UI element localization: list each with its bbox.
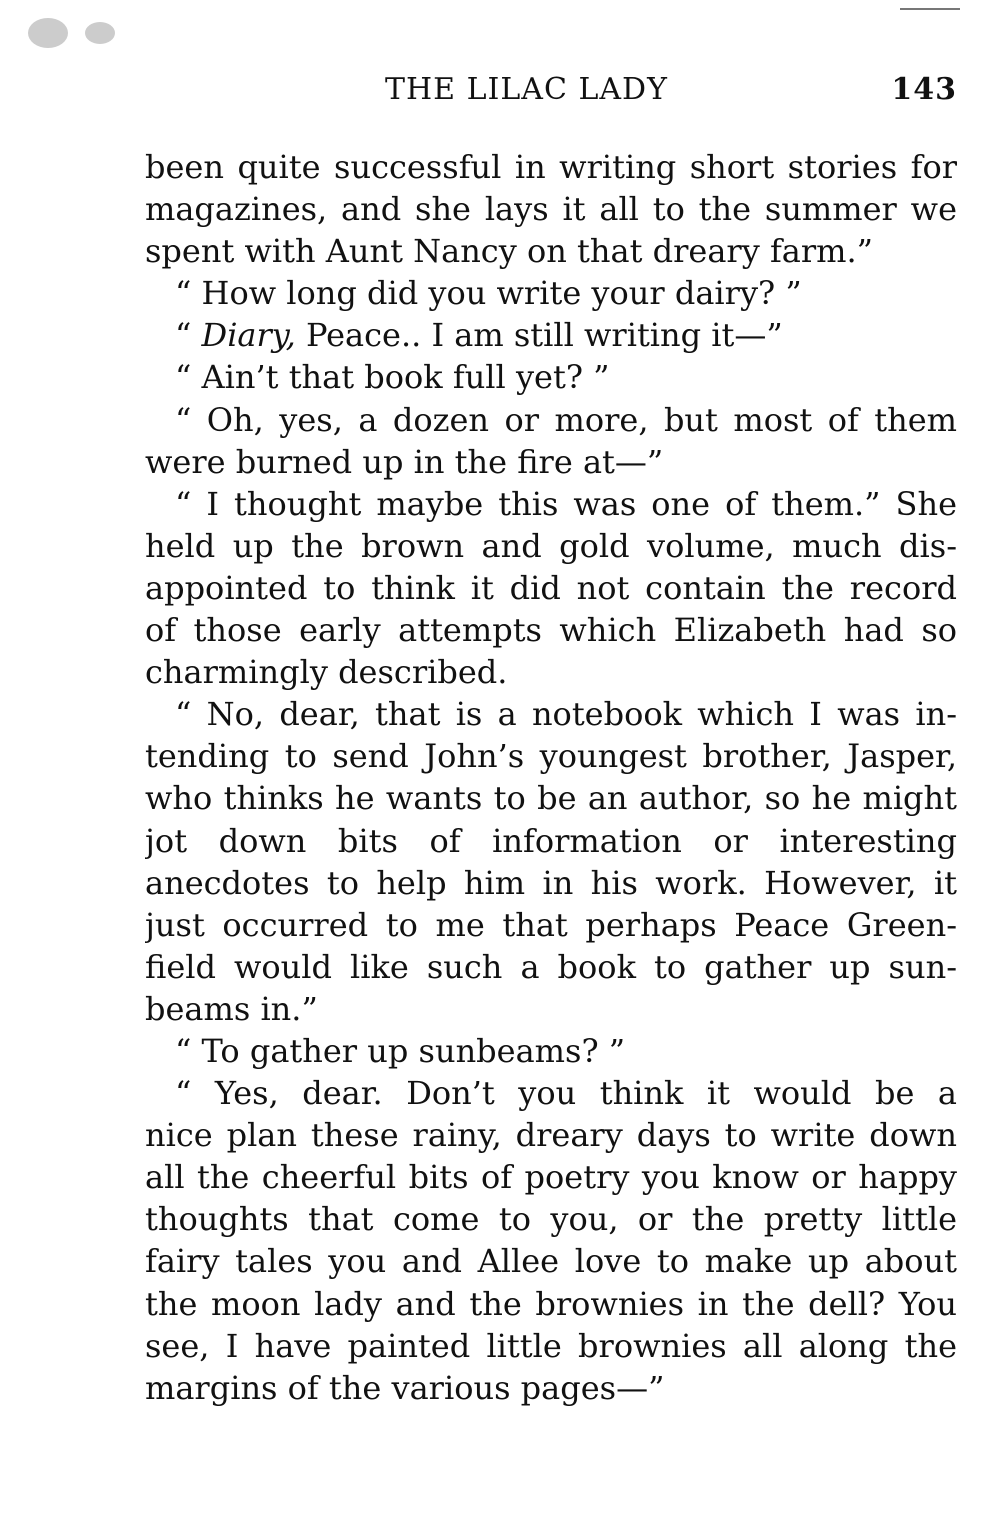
text-line: all the cheerful bits of poetry you know or happy: [145, 1158, 957, 1197]
text-line: nice plan these rainy, dreary days to write down: [145, 1116, 957, 1155]
scan-smudge: [85, 22, 115, 44]
text-line: tending to send John’s youngest brother, Jasper,: [145, 737, 957, 776]
running-title: THE LILAC LADY: [385, 72, 668, 107]
text-line: “ How long did you write your dairy? ”: [175, 274, 802, 313]
text-line: fairy tales you and Allee love to make up about: [145, 1242, 957, 1281]
text-line: anecdotes to help him in his work. However, it: [145, 863, 957, 902]
text-line: “ I thought maybe this was one of them.” She: [175, 484, 957, 523]
text-line: jot down bits of information or interesting: [145, 821, 957, 860]
text-line: “ Ain’t that book full yet? ”: [175, 358, 610, 397]
text-line: appointed to think it did not contain the record: [145, 568, 957, 607]
line-rest: Peace.. I am still writing it—”: [295, 316, 783, 355]
text-line: see, I have painted little brownies all along the: [145, 1326, 957, 1365]
italic-word: Diary,: [201, 316, 296, 355]
text-line: “ Yes, dear. Don’t you think it would be a: [175, 1074, 957, 1113]
text-line: charmingly described.: [145, 653, 508, 692]
text-line: “ No, dear, that is a notebook which I was in-: [175, 695, 957, 734]
text-line: beams in.”: [145, 989, 318, 1028]
text-line: [145, 314, 957, 356]
page-number: 143: [891, 72, 957, 107]
text-line: “ Oh, yes, a dozen or more, but most of them: [175, 400, 957, 439]
open-quote: “: [175, 316, 202, 355]
text-line: field would like such a book to gather up sun-: [145, 947, 957, 986]
scan-artifact: [900, 8, 960, 10]
body-text: [145, 146, 957, 1409]
scan-smudge: [28, 18, 68, 48]
text-line: who thinks he wants to be an author, so he might: [145, 779, 957, 818]
text-line: held up the brown and gold volume, much dis-: [145, 526, 957, 565]
text-line: been quite successful in writing short stories for: [145, 148, 957, 186]
text-line: magazines, and she lays it all to the summer we: [145, 190, 957, 229]
text-line: of those early attempts which Elizabeth had so: [145, 611, 957, 650]
text-line: were burned up in the fire at—”: [145, 442, 664, 481]
text-line: spent with Aunt Nancy on that dreary farm.”: [145, 232, 874, 271]
text-line: thoughts that come to you, or the pretty little: [145, 1200, 957, 1239]
text-line: margins of the various pages—”: [145, 1368, 665, 1407]
text-line: “ To gather up sunbeams? ”: [175, 1031, 626, 1070]
text-line: the moon lady and the brownies in the dell? You: [145, 1284, 957, 1323]
page-header: [145, 72, 957, 112]
text-line: just occurred to me that perhaps Peace Green-: [145, 905, 957, 944]
